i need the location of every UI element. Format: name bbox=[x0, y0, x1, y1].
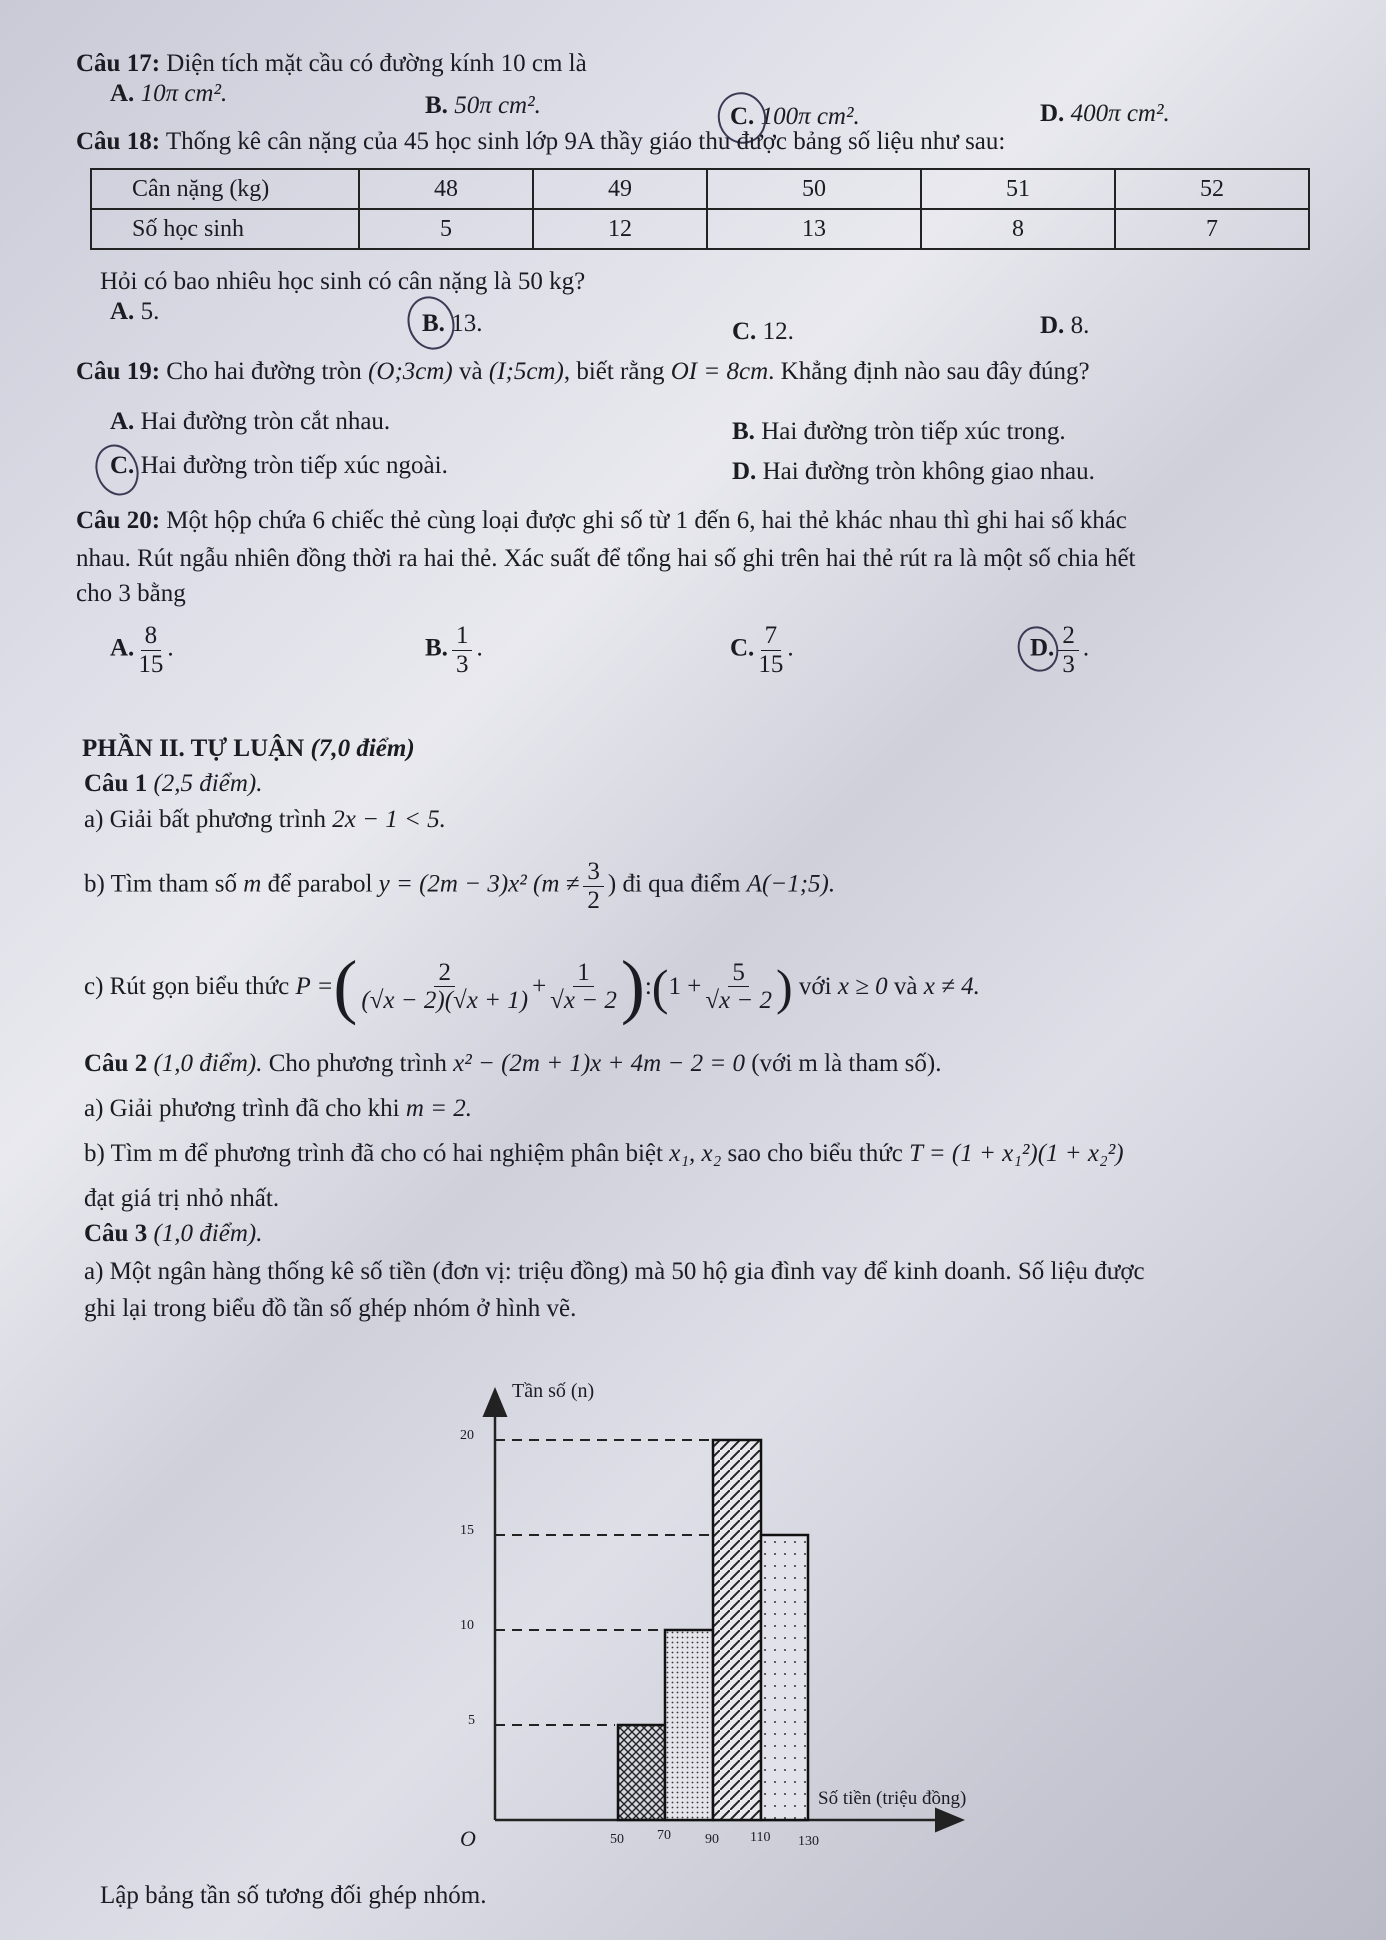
q17-option-c: C. 100π cm². bbox=[730, 103, 860, 130]
c2-b: b) Tìm m để phương trình đã cho có hai nghiệm phân biệt x₁, x₂ sao cho biểu thức T = (1 + x₁²)(1 + x₂²) bbox=[84, 1140, 1124, 1167]
c1-b: b) Tìm tham số m để parabol y = (2m − 3)x² (m ≠ $\frac{3}{2}$ ) đi qua điểm A(−1;5). bbox=[84, 858, 836, 914]
table-row bbox=[91, 169, 1309, 209]
q18-option-b: B. 13. bbox=[422, 310, 483, 337]
y-tick-10: 10 bbox=[460, 1618, 474, 1633]
table-cell: 8 bbox=[921, 209, 1115, 249]
x-tick-50: 50 bbox=[610, 1832, 624, 1847]
weight-table bbox=[90, 168, 1310, 250]
c3-heading: Câu 3 (1,0 điểm). bbox=[84, 1220, 263, 1247]
q18-option-d: D. 8. bbox=[1040, 312, 1090, 339]
q17-label: Câu 17: bbox=[76, 50, 161, 77]
origin-label: O bbox=[460, 1826, 476, 1851]
q17-option-d: D. 400π cm². bbox=[1040, 100, 1170, 127]
q20-option-a: A. $\frac{8}{15}$ . bbox=[110, 622, 174, 678]
bar-70-90 bbox=[665, 1630, 713, 1820]
part2-heading: PHẦN II. TỰ LUẬN (7,0 điểm) bbox=[82, 735, 415, 762]
c3-footer: Lập bảng tần số tương đối ghép nhóm. bbox=[100, 1882, 487, 1909]
q17-option-a: A. 10π cm². bbox=[110, 80, 228, 107]
bar-50-70 bbox=[618, 1725, 665, 1820]
c3-a-line1: a) Một ngân hàng thống kê số tiền (đơn vị: triệu đồng) mà 50 hộ gia đình vay để kinh doanh. Số liệu được bbox=[84, 1258, 1145, 1285]
table-cell: 12 bbox=[533, 209, 707, 249]
q18-stem bbox=[76, 128, 1005, 156]
bar-90-110 bbox=[713, 1440, 761, 1820]
q18-option-a: A. 5. bbox=[110, 298, 160, 325]
table-cell: 51 bbox=[921, 169, 1115, 209]
q18-text: Thống kê cân nặng của 45 học sinh lớp 9A thầy giáo thu được bảng số liệu như sau: bbox=[165, 128, 1006, 155]
q20-line1: Câu 20: Một hộp chứa 6 chiếc thẻ cùng loại được ghi số từ 1 đến 6, hai thẻ khác nhau thì ghi hai số khác bbox=[76, 507, 1127, 534]
table-cell: 50 bbox=[707, 169, 921, 209]
c3-a-line2: ghi lại trong biểu đồ tần số ghép nhóm ở hình vẽ. bbox=[84, 1295, 577, 1322]
x-tick-130: 130 bbox=[798, 1834, 819, 1849]
x-tick-70: 70 bbox=[657, 1828, 671, 1843]
q17-stem bbox=[76, 50, 587, 78]
answer-mark-circle bbox=[400, 290, 462, 356]
y-axis-label: Tần số (n) bbox=[512, 1380, 595, 1402]
bar-110-130 bbox=[761, 1535, 808, 1820]
q19-option-a: A. Hai đường tròn cắt nhau. bbox=[110, 408, 391, 435]
x-tick-90: 90 bbox=[705, 1832, 719, 1847]
table-cell: 52 bbox=[1115, 169, 1309, 209]
table-cell: 48 bbox=[359, 169, 533, 209]
table-cell: 5 bbox=[359, 209, 533, 249]
q20-option-b: B. $\frac{1}{3}$ . bbox=[425, 622, 483, 678]
table-cell: 49 bbox=[533, 169, 707, 209]
q18-option-c: C. 12. bbox=[732, 318, 794, 345]
q18-label: Câu 18: bbox=[76, 128, 161, 155]
x-axis-label: Số tiền (triệu đồng) bbox=[818, 1788, 967, 1809]
q19-option-b: B. Hai đường tròn tiếp xúc trong. bbox=[732, 418, 1066, 445]
q19-option-c: C. Hai đường tròn tiếp xúc ngoài. bbox=[110, 452, 448, 479]
table-header-cell: Số học sinh bbox=[91, 209, 359, 249]
y-tick-20: 20 bbox=[460, 1428, 474, 1443]
answer-mark-circle bbox=[88, 438, 145, 501]
c1-heading: Câu 1 (2,5 điểm). bbox=[84, 770, 263, 797]
q19-option-d: D. Hai đường tròn không giao nhau. bbox=[732, 458, 1095, 485]
c1-a: a) Giải bất phương trình 2x − 1 < 5. bbox=[84, 806, 446, 833]
x-tick-110: 110 bbox=[750, 1830, 771, 1845]
y-tick-15: 15 bbox=[460, 1523, 474, 1538]
table-cell: 13 bbox=[707, 209, 921, 249]
q20-option-d: D. $\frac{2}{3}$ . bbox=[1030, 622, 1090, 678]
q17-option-b: B. 50π cm². bbox=[425, 92, 541, 119]
q19-stem: Câu 19: Cho hai đường tròn (O;3cm) và (I;5cm), biết rằng OI = 8cm. Khẳng định nào sau đây đúng? bbox=[76, 358, 1090, 385]
y-tick-5: 5 bbox=[468, 1713, 475, 1728]
table-header-cell: Cân nặng (kg) bbox=[91, 169, 359, 209]
frequency-histogram bbox=[440, 1380, 1020, 1860]
c2-b-cont: đạt giá trị nhỏ nhất. bbox=[84, 1185, 280, 1212]
q20-line3: cho 3 bằng bbox=[76, 580, 186, 607]
c2-a: a) Giải phương trình đã cho khi m = 2. bbox=[84, 1095, 473, 1122]
q18-question: Hỏi có bao nhiêu học sinh có cân nặng là 50 kg? bbox=[100, 268, 586, 295]
c1-c: c) Rút gọn biểu thức P = ( $\frac{2}{(√x - 2)(√x + 1)}$ + $\frac{1}{√x - 2}$ ) : ( 1 + $\frac{5}{√x - 2}$ ) với x ≥ 0 và x ≠ 4. bbox=[84, 946, 980, 1026]
table-cell: 7 bbox=[1115, 209, 1309, 249]
q20-option-c: C. $\frac{7}{15}$ . bbox=[730, 622, 794, 678]
q20-line2: nhau. Rút ngẫu nhiên đồng thời ra hai thẻ. Xác suất để tổng hai số ghi trên hai thẻ rút ra là một số chia hết bbox=[76, 545, 1136, 572]
table-row bbox=[91, 209, 1309, 249]
c2-heading: Câu 2 (1,0 điểm). Cho phương trình x² − (2m + 1)x + 4m − 2 = 0 (với m là tham số). bbox=[84, 1050, 942, 1077]
q17-text: Diện tích mặt cầu có đường kính 10 cm là bbox=[166, 50, 587, 77]
